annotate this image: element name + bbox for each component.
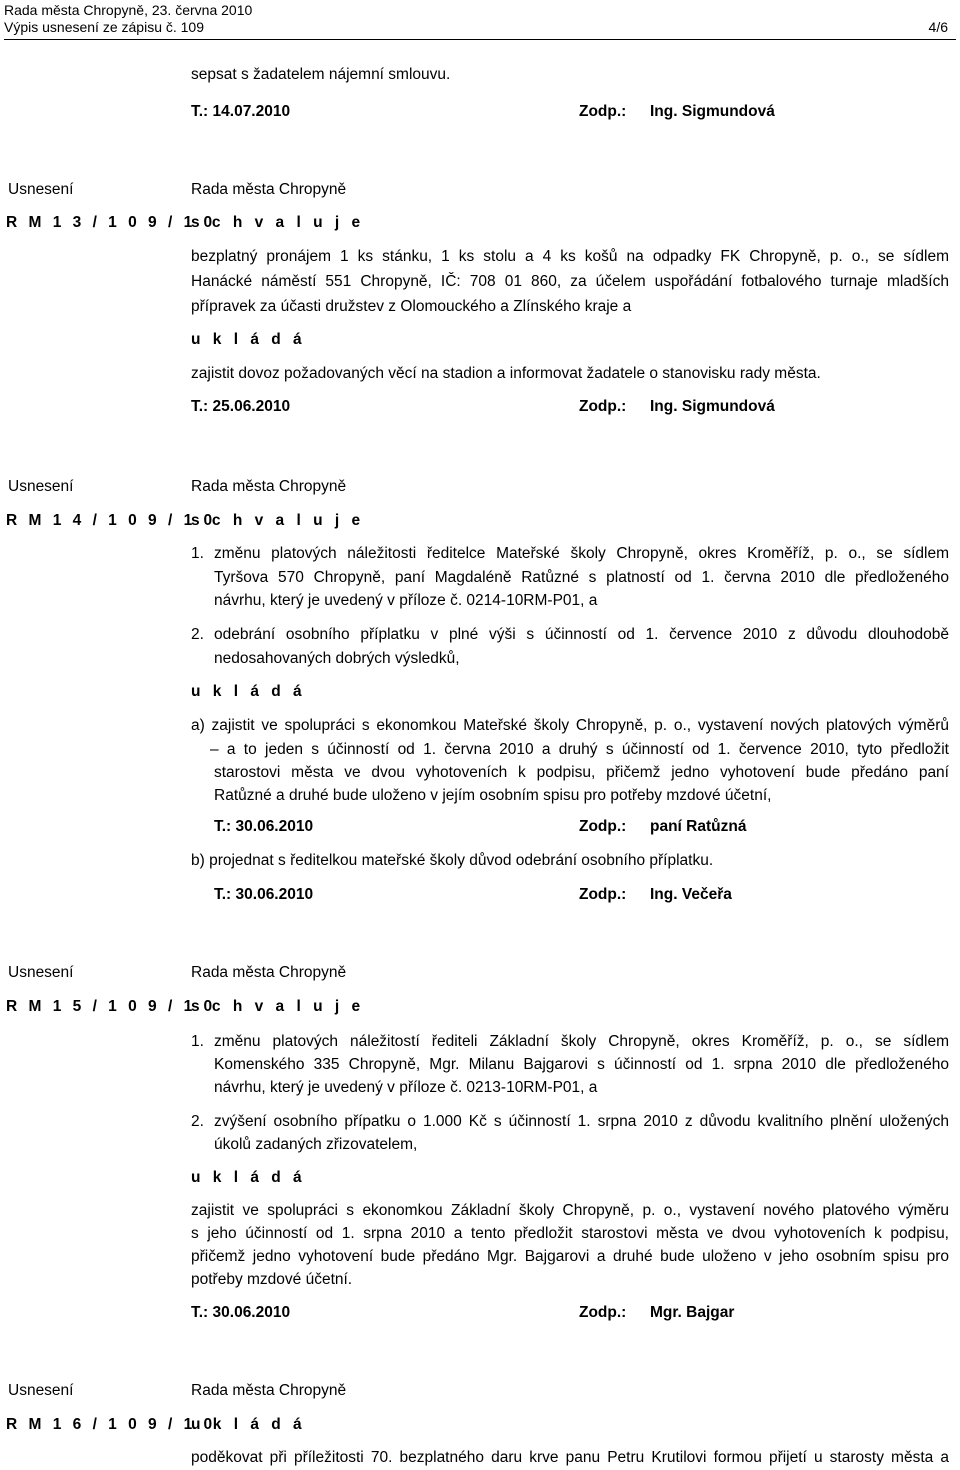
item-number: 1. — [191, 545, 204, 562]
term-date: T.: 30.06.2010 — [214, 818, 314, 835]
approves-heading: s c h v a l u j e — [191, 998, 365, 1015]
term-date: T.: 30.06.2010 — [214, 886, 314, 903]
zodp-label: Zodp.: — [579, 1304, 627, 1321]
resolution-ref: R M 1 4 / 1 0 9 / 1 0 — [6, 512, 216, 529]
responsible-person: Ing. Sigmundová — [650, 398, 775, 415]
paragraph-line: přičemž jedno vyhotovení bude předáno Mgr. Bajgarovi a druhé bude uloženo v jeho osobním spisu pro — [191, 1248, 949, 1265]
page-number: 4/6 — [928, 19, 948, 35]
carry-text: sepsat s žadatelem nájemní smlouvu. — [191, 66, 451, 83]
orders-heading: u k l á d á — [191, 331, 306, 348]
paragraph-line: Tyršova 570 Chropyně, paní Magdaléně Ratůzné s platností od 1. června 2010 dle předloženého — [214, 569, 949, 586]
carry-resp: Ing. Sigmundová — [650, 103, 775, 120]
orders-heading: u k l á d á — [191, 683, 306, 700]
paragraph-line: Hanácké náměstí 551 Chropyně, IČ: 708 01 860, za účelem uspořádání fotbalového turnaje mladších — [191, 273, 949, 290]
paragraph-line: změnu platových náležitostí řediteli Základní školy Chropyně, okres Kroměříž, p. o., se sídlem — [214, 1033, 949, 1050]
paragraph-line: změnu platových náležitosti ředitelce Mateřské školy Chropyně, okres Kroměříž, p. o., se sídlem — [214, 545, 949, 562]
paragraph-line: a) zajistit ve spolupráci s ekonomkou Mateřské školy Chropyně, p. o., vystavení nových platových výměrů — [191, 717, 949, 734]
term-date: T.: 30.06.2010 — [191, 1304, 291, 1321]
header-rule — [4, 39, 956, 40]
paragraph-line: Ratůzné a druhé bude uloženo v jejím osobním spisu pro potřeby mzdové účetní, — [214, 787, 772, 804]
paragraph-line: poděkovat při příležitosti 70. bezplatného daru krve panu Petru Krutilovi formou přijetí u starosty města a — [191, 1449, 949, 1466]
council-name: Rada města Chropyně — [191, 1382, 347, 1399]
zodp-label: Zodp.: — [579, 818, 627, 835]
resolution-label: Usnesení — [8, 478, 74, 495]
paragraph-line: starostovi města ve dvou vyhotoveních k podpisu, přičemž jedno vyhotovení bude předáno paní — [214, 764, 949, 781]
paragraph-line: odebrání osobního příplatku v plné výši s účinností od 1. července 2010 z důvodu dlouhodobě — [214, 626, 949, 643]
responsible-person: paní Ratůzná — [650, 818, 747, 835]
carry-zodp-label: Zodp.: — [579, 103, 627, 120]
resolution-ref: R M 1 3 / 1 0 9 / 1 0 — [6, 214, 216, 231]
council-name: Rada města Chropyně — [191, 478, 347, 495]
council-name: Rada města Chropyně — [191, 964, 347, 981]
paragraph-line: přípravek za účasti družstev z Olomouckého a Zlínského kraje a — [191, 298, 632, 315]
paragraph-line: návrhu, který je uvedený v příloze č. 0214-10RM-P01, a — [214, 592, 598, 609]
responsible-person: Mgr. Bajgar — [650, 1304, 735, 1321]
carry-term: T.: 14.07.2010 — [191, 103, 291, 120]
paragraph-line: Komenského 335 Chropyně, Mgr. Milanu Bajgarovi s účinností od 1. srpna 2010 dle předloženého — [214, 1056, 949, 1073]
zodp-label: Zodp.: — [579, 886, 627, 903]
zodp-label: Zodp.: — [579, 398, 627, 415]
paragraph-line: bezplatný pronájem 1 ks stánku, 1 ks stolu a 4 ks košů na odpadky FK Chropyně, p. o., se sídlem — [191, 248, 949, 265]
order-text: zajistit dovoz požadovaných věcí na stadion a informovat žadatele o stanovisku rady města. — [191, 365, 821, 382]
paragraph-line: zajistit ve spolupráci s ekonomkou Základní školy Chropyně, p. o., vystavení nového platového výměru — [191, 1202, 949, 1219]
orders-heading: u k l á d á — [191, 1169, 306, 1186]
resolution-label: Usnesení — [8, 1382, 74, 1399]
item-number: 2. — [191, 626, 204, 643]
paragraph-line: úkolů zadaných zřizovatelem, — [214, 1136, 418, 1153]
resolution-label: Usnesení — [8, 964, 74, 981]
item-number: 1. — [191, 1033, 204, 1050]
paragraph-line: návrhu, který je uvedený v příloze č. 0213-10RM-P01, a — [214, 1079, 598, 1096]
header-subtitle: Výpis usnesení ze zápisu č. 109 — [4, 19, 205, 35]
paragraph-line: zvýšení osobního přípatku o 1.000 Kč s účinností 1. srpna 2010 z důvodu kvalitního plnění uložených — [214, 1113, 949, 1130]
responsible-person: Ing. Večeřa — [650, 886, 732, 903]
resolution-label: Usnesení — [8, 181, 74, 198]
paragraph-line: nedosahovaných dobrých výsledků, — [214, 650, 460, 667]
item-number: 2. — [191, 1113, 204, 1130]
paragraph-line: s jeho účinností od 1. srpna 2010 a tento předložit starostovi města ve dvou vyhotoveních k podpisu, — [191, 1225, 949, 1242]
resolution-ref: R M 1 5 / 1 0 9 / 1 0 — [6, 998, 216, 1015]
approves-heading: s c h v a l u j e — [191, 214, 365, 231]
paragraph-line: b) projednat s ředitelkou mateřské školy důvod odebrání osobního příplatku. — [191, 852, 714, 869]
term-date: T.: 25.06.2010 — [191, 398, 291, 415]
header-title: Rada města Chropyně, 23. června 2010 — [4, 2, 253, 18]
council-name: Rada města Chropyně — [191, 181, 347, 198]
paragraph-line: – a to jeden s účinností od 1. června 2010 a druhý s účinností od 1. července 2010, tyto předložit — [210, 741, 949, 758]
orders-heading: u k l á d á — [191, 1416, 306, 1433]
resolution-ref: R M 1 6 / 1 0 9 / 1 0 — [6, 1416, 216, 1433]
approves-heading: s c h v a l u j e — [191, 512, 365, 529]
paragraph-line: potřeby mzdové účetní. — [191, 1271, 353, 1288]
